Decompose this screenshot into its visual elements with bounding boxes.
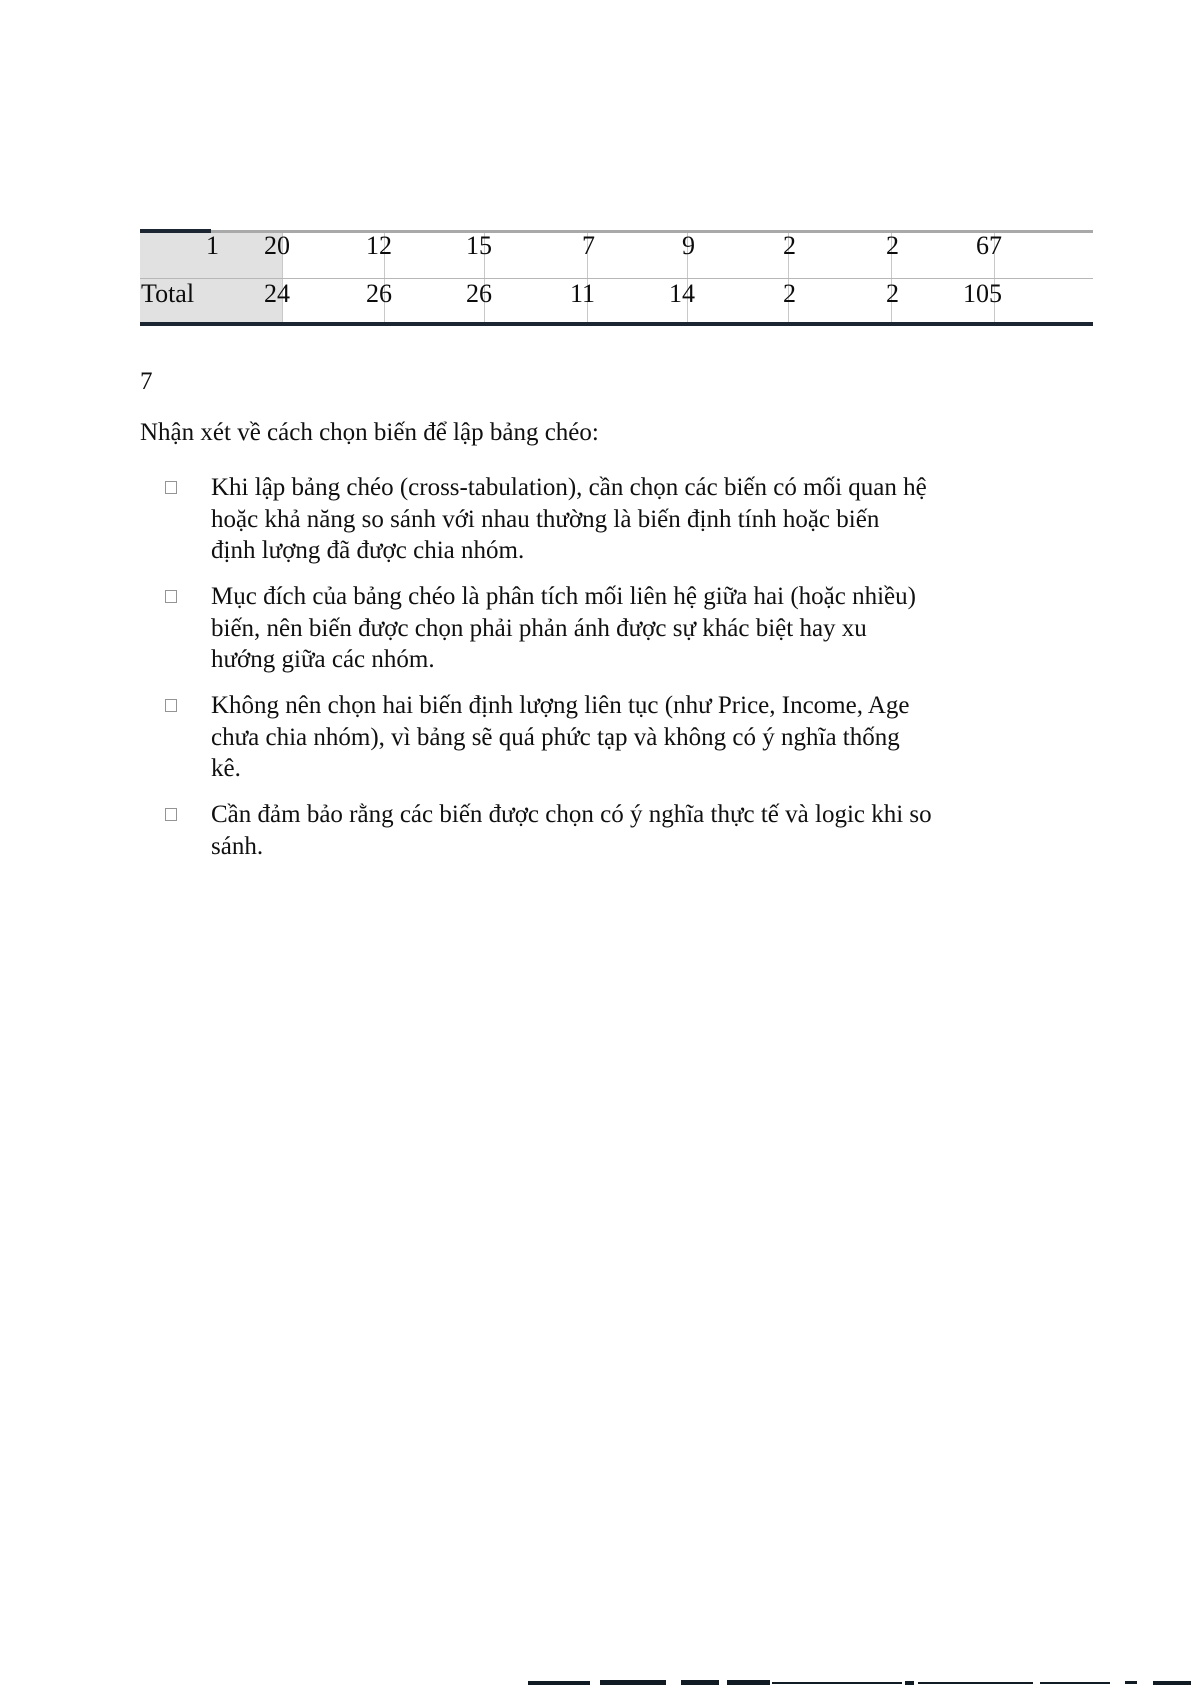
crosstab-table <box>140 230 1093 326</box>
total-label: Total <box>141 279 195 308</box>
cell-value: 24 <box>264 279 290 308</box>
row-label-cell <box>140 233 282 278</box>
cell-value: 11 <box>569 279 595 308</box>
bullet-line: Khi lập bảng chéo (cross-tabulation), cần chọn các biến có mối quan hệ <box>211 474 927 501</box>
section-number: 7 <box>140 368 153 395</box>
cell-value: 12 <box>366 231 392 260</box>
intro-paragraph: Nhận xét về cách chọn biến để lập bảng chéo: <box>140 419 599 446</box>
cell-value: 26 <box>366 279 392 308</box>
bullet-line: Cần đảm bảo rằng các biến được chọn có ý nghĩa thực tế và logic khi so <box>211 801 932 828</box>
bullet-line: kê. <box>211 755 241 782</box>
cell-value: 14 <box>669 279 695 308</box>
bullet-line: hoặc khả năng so sánh với nhau thường là biến định tính hoặc biến <box>211 505 880 533</box>
bullet-square-icon <box>165 590 177 603</box>
data-cell <box>466 231 587 278</box>
bullet-text <box>211 799 932 862</box>
cell-value: 2 <box>886 279 899 308</box>
data-cell-empty <box>976 231 1093 278</box>
cell-value: 2 <box>783 231 796 260</box>
cell-value: 67 <box>976 231 1002 260</box>
data-cell <box>783 231 891 278</box>
bullet-text <box>211 690 910 785</box>
bullet-item <box>165 799 932 862</box>
cell-value: 2 <box>783 279 796 308</box>
bullet-item <box>165 472 927 567</box>
data-cell <box>682 231 788 278</box>
table-row <box>140 233 1093 279</box>
bullet-line: Mục đích của bảng chéo là phân tích mối liên hệ giữa hai (hoặc nhiều) <box>211 583 916 610</box>
bullet-line: biến, nên biến được chọn phải phản ánh được sự khác biệt hay xu <box>211 614 867 642</box>
row-label-cell <box>140 279 282 322</box>
page-cut-artifact <box>0 1680 1191 1685</box>
bullet-item <box>165 581 916 676</box>
bullet-text <box>211 581 916 676</box>
bullet-text <box>211 472 927 567</box>
cell-value: 7 <box>582 231 595 260</box>
bullet-line: định lượng đã được chia nhóm. <box>211 537 525 564</box>
data-cell <box>783 279 891 322</box>
bullet-square-icon <box>165 699 177 712</box>
cell-value: 20 <box>264 231 290 260</box>
bullet-line: hướng giữa các nhóm. <box>211 646 435 673</box>
bullet-line: sánh. <box>211 832 264 860</box>
cell-value: 26 <box>466 279 492 308</box>
table-total-row <box>140 279 1093 322</box>
data-cell <box>582 231 687 278</box>
data-cell <box>669 279 788 322</box>
bullet-item <box>165 690 910 785</box>
cell-value: 2 <box>886 231 899 260</box>
data-cell-empty <box>963 279 1093 322</box>
bullet-square-icon <box>165 481 177 494</box>
cell-value: 105 <box>963 279 1002 308</box>
cell-value: 1 <box>206 231 219 260</box>
bullet-line: Không nên chọn hai biến định lượng liên tục (như Price, Income, Age <box>211 692 910 719</box>
cell-value: 9 <box>682 231 695 260</box>
bullet-square-icon <box>165 808 177 821</box>
bullet-line: chưa chia nhóm), vì bảng sẽ quá phức tạp và không có ý nghĩa thống <box>211 723 900 751</box>
cell-value: 15 <box>466 231 492 260</box>
